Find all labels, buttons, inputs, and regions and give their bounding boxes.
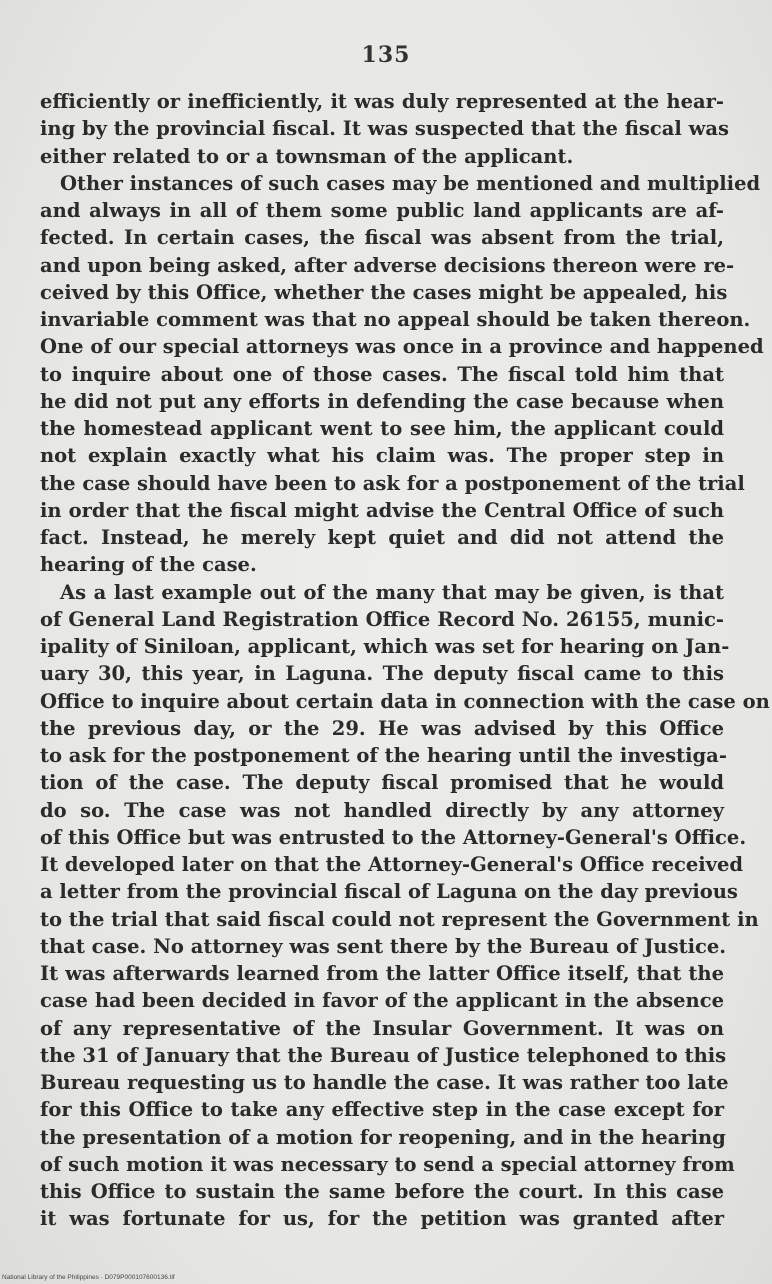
text-line: this Office to sustain the same before the court. In this case (40, 1180, 724, 1203)
text-line: case had been decided in favor of the applicant in the absence (40, 989, 724, 1013)
text-line: of any representative of the Insular Government. It was on (40, 1016, 724, 1040)
text-line: fact. Instead, he merely kept quiet and did not attend the (40, 526, 724, 549)
text-line: of this Office but was entrusted to the Attorney-General's Office. (40, 825, 747, 849)
text-line: either related to or a townsman of the applicant. (40, 144, 574, 168)
text-line: uary 30, this year, in Laguna. The deputy fiscal came to this (40, 662, 724, 686)
text-line: a letter from the provincial fiscal of Laguna on the day previous (40, 880, 738, 904)
scan-footer: National Library of the Philippines · D079P000107600136.tif (2, 1274, 175, 1281)
text-line: in order that the fiscal might advise the Central Office of such (40, 498, 724, 522)
text-line: the homestead applicant went to see him, the applicant could (40, 417, 724, 440)
text-line: It was afterwards learned from the latter Office itself, that the (40, 962, 724, 985)
text-line: Other instances of such cases may be mentioned and multiplied (60, 171, 761, 195)
text-line: ing by the provincial fiscal. It was suspected that the fiscal was (40, 117, 729, 141)
text-line: to ask for the postponement of the hearing until the investiga- (40, 744, 727, 767)
text-line: It developed later on that the Attorney-General's Office received (40, 853, 744, 876)
text-line: do so. The case was not handled directly by any attorney (40, 798, 724, 822)
text-line: ceived by this Office, whether the cases might be appealed, his (40, 280, 728, 304)
text-line: it was fortunate for us, for the petition was granted after (40, 1207, 724, 1231)
text-line: to the trial that said fiscal could not represent the Government in (40, 907, 759, 931)
text-line: As a last example out of the many that may be given, is that (60, 580, 724, 604)
text-line: to inquire about one of those cases. The fiscal told him that (40, 362, 724, 386)
text-line: the previous day, or the 29. He was advised by this Office (40, 716, 724, 740)
text-line: of such motion it was necessary to send a special attorney from (40, 1152, 735, 1176)
text-line: that case. No attorney was sent there by the Bureau of Justice. (40, 934, 727, 958)
text-line: the 31 of January that the Bureau of Justice telephoned to this (40, 1043, 727, 1067)
text-line: of General Land Registration Office Record No. 26155, munic- (40, 607, 724, 631)
text-line: hearing of the case. (40, 553, 257, 577)
text-line: Office to inquire about certain data in connection with the case on (40, 689, 770, 713)
text-line: for this Office to take any effective step in the case except for (40, 1098, 724, 1122)
text-line: invariable comment was that no appeal should be taken thereon. (40, 308, 751, 331)
text-line: and upon being asked, after adverse decisions thereon were re- (40, 253, 735, 277)
text-line: tion of the case. The deputy fiscal promised that he would (40, 771, 724, 795)
text-line: not explain exactly what his claim was. The proper step in (40, 444, 724, 468)
text-line: the presentation of a motion for reopening, and in the hearing (40, 1125, 726, 1149)
text-line: One of our special attorneys was once in a province and happened (40, 335, 764, 359)
text-line: ipality of Siniloan, applicant, which was set for hearing on Jan- (40, 635, 730, 658)
body-text (40, 88, 770, 1233)
text-line: Bureau requesting us to handle the case. It was rather too late (40, 1071, 729, 1094)
text-line: the case should have been to ask for a postponement of the trial (40, 471, 745, 495)
text-line: he did not put any efforts in defending the case because when (40, 389, 724, 413)
text-line: efficiently or inefficiently, it was duly represented at the hear- (40, 90, 724, 113)
text-line: fected. In certain cases, the fiscal was absent from the trial, (40, 226, 724, 250)
page-number: 135 (361, 42, 411, 68)
text-line: and always in all of them some public land applicants are af- (40, 199, 724, 222)
